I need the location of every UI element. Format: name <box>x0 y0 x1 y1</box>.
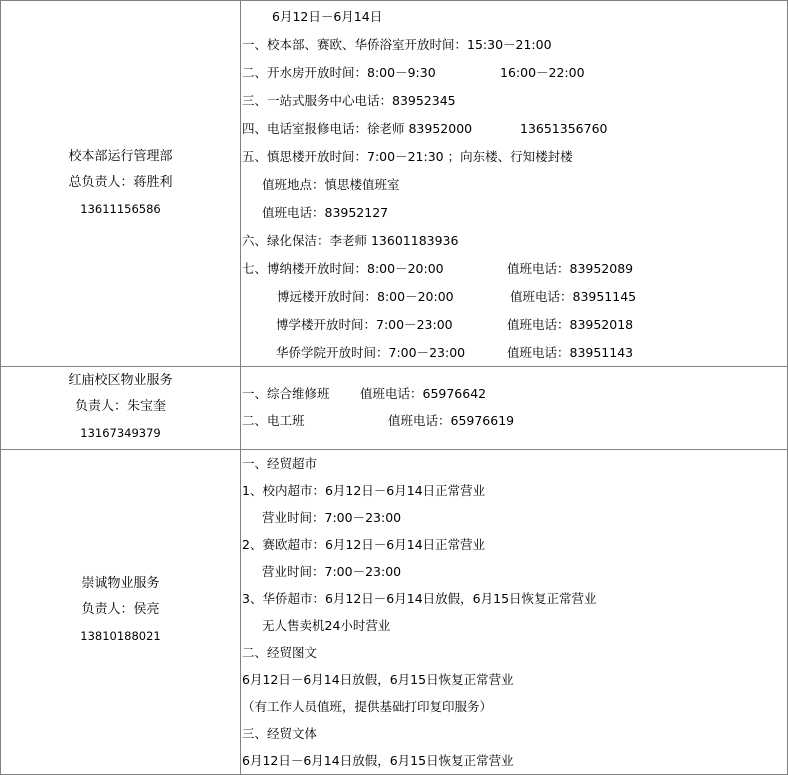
dept-cell-main-campus <box>1 144 240 222</box>
dept-cell-chongcheng <box>1 571 240 649</box>
detail-line: 营业时间：7:00－23:00 <box>262 510 402 525</box>
table-border-top <box>0 0 788 1</box>
column-divider <box>240 0 241 775</box>
dept-phone: 13167349379 <box>80 426 161 440</box>
detail-line-extra: 值班电话：83951143 <box>507 345 634 360</box>
detail-line: 五、慎思楼开放时间：7:00－21:30 ；向东楼、行知楼封楼 <box>242 149 573 164</box>
detail-line: 二、电工班 <box>242 413 305 428</box>
detail-line: 六、绿化保洁：李老师 13601183936 <box>242 233 459 248</box>
detail-line-extra: 值班电话：83952089 <box>507 261 634 276</box>
detail-line: 三、经贸文体 <box>242 726 318 741</box>
dept-person: 总负责人：蒋胜利 <box>68 175 173 190</box>
dept-phone: 13611156586 <box>80 202 161 216</box>
detail-line: 值班地点：慎思楼值班室 <box>262 177 400 192</box>
detail-line: 一、校本部、赛欧、华侨浴室开放时间：15:30－21:00 <box>242 37 552 52</box>
dept-person: 负责人：侯亮 <box>81 602 160 617</box>
detail-line-extra: 值班电话：65976642 <box>360 386 487 401</box>
detail-line: 无人售卖机24小时营业 <box>262 618 391 633</box>
detail-line-extra: 16:00－22:00 <box>500 65 585 80</box>
dept-name: 崇诚物业服务 <box>81 576 160 591</box>
detail-line: 营业时间：7:00－23:00 <box>262 564 402 579</box>
detail-line: 2、赛欧超市：6月12日－6月14日正常营业 <box>242 537 486 552</box>
detail-line: 四、电话室报修电话：徐老师 83952000 <box>242 121 473 136</box>
detail-line: 七、博纳楼开放时间：8:00－20:00 <box>242 261 444 276</box>
detail-line-extra: 值班电话：65976619 <box>388 413 515 428</box>
detail-line-extra: 值班电话：83952018 <box>507 317 634 332</box>
detail-line: 二、开水房开放时间：8:00－9:30 <box>242 65 436 80</box>
detail-line: 1、校内超市：6月12日－6月14日正常营业 <box>242 483 486 498</box>
detail-line: 一、经贸超市 <box>242 456 318 471</box>
detail-line: （有工作人员值班，提供基础打印复印服务） <box>242 699 493 714</box>
row-divider <box>0 449 788 450</box>
detail-line: 6月12日－6月14日放假，6月15日恢复正常营业 <box>242 672 514 687</box>
detail-line: 华侨学院开放时间：7:00－23:00 <box>276 345 466 360</box>
detail-line: 三、一站式服务中心电话：83952345 <box>242 93 456 108</box>
detail-line: 二、经贸图文 <box>242 645 318 660</box>
row-divider <box>0 366 788 367</box>
dept-name: 校本部运行管理部 <box>68 149 173 164</box>
detail-line-extra: 13651356760 <box>520 121 608 136</box>
detail-line: 6月12日－6月14日放假，6月15日恢复正常营业 <box>242 753 514 768</box>
detail-line: 值班电话：83952127 <box>262 205 389 220</box>
detail-line: 博远楼开放时间：8:00－20:00 <box>277 289 454 304</box>
detail-line-extra: 值班电话：83951145 <box>510 289 637 304</box>
dept-person: 负责人：朱宝奎 <box>74 399 166 414</box>
dept-phone: 13810188021 <box>80 629 161 643</box>
detail-line: 3、华侨超市：6月12日－6月14日放假，6月15日恢复正常营业 <box>242 591 597 606</box>
detail-line: 一、综合维修班 <box>242 386 330 401</box>
detail-line: 6月12日－6月14日 <box>272 9 383 24</box>
detail-line: 博学楼开放时间：7:00－23:00 <box>276 317 453 332</box>
dept-cell-hongmiao <box>1 368 240 446</box>
dept-name: 红庙校区物业服务 <box>68 373 173 388</box>
